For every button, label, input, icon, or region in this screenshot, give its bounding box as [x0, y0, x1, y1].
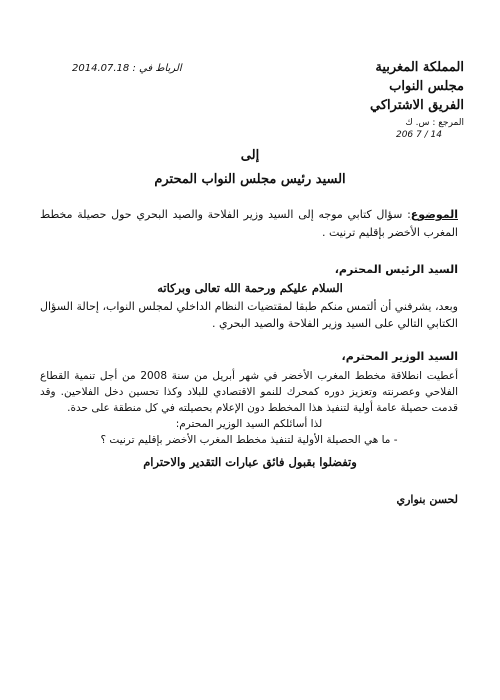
body-minister-question: - ما هي الحصيلة الأولية لتنفيذ مخطط المغرب الأخضر بإقليم ترنيت ؟ — [100, 434, 398, 446]
reference-number: 14 / 7 206 — [395, 130, 442, 140]
addressee: السيد رئيس مجلس النواب المحترم — [154, 172, 346, 187]
greeting: السلام عليكم ورحمة الله تعالى وبركاته — [157, 281, 343, 295]
place-date: الرباط في : 2014.07.18 — [72, 63, 182, 74]
body-president: وبعد، يشرفني أن ألتمس منكم طبقا لمقتضيات النظام الداخلي لمجلس النواب، إحالة السؤال الكتابي التالي على السيد وزير الفلاحة والصيد البحري . — [40, 300, 458, 330]
closing-formula: وتفضلوا بقبول فائق عبارات التقدير والاحترام — [143, 455, 357, 469]
reference-label: المرجع : س. ك — [405, 118, 464, 128]
salutation-president: السيد الرئيس المحترم، — [334, 263, 458, 276]
parliament-line: مجلس النواب — [389, 79, 464, 94]
body-minister — [40, 368, 458, 448]
subject-text: : سؤال كتابي موجه إلى السيد وزير الفلاحة والصيد البحري حول حصيلة مخطط المغرب الأخضر بإقليم ترنيت . — [40, 208, 458, 239]
body-minister-question-intro: لذا أسائلكم السيد الوزير المحترم: — [175, 418, 323, 430]
subject-line — [40, 206, 458, 242]
signature-name: لحسن بنواري — [396, 493, 458, 506]
group-line: الفريق الاشتراكي — [370, 98, 464, 113]
subject-label: الموضوع — [410, 208, 458, 221]
kingdom-line: المملكة المغربية — [375, 60, 464, 75]
letterhead — [370, 58, 464, 140]
to-label: إلى — [240, 148, 260, 163]
salutation-minister: السيد الوزير المحترم، — [341, 350, 458, 363]
body-minister-paragraph: أعطيت انطلاقة مخطط المغرب الأخضر في شهر أبريل من سنة 2008 من أجل تنمية القطاع الفلاحي وعصرنته وتعزيز دوره كمحرك للنمو الاقتصادي للبلاد وكذا تحسين دخل الفلاحين. وقد قدمت حصيلة عامة أولية لتنفيذ هذا المخطط دون الإعلام بحصيلته في كل منطقة على حدة. — [40, 370, 458, 414]
